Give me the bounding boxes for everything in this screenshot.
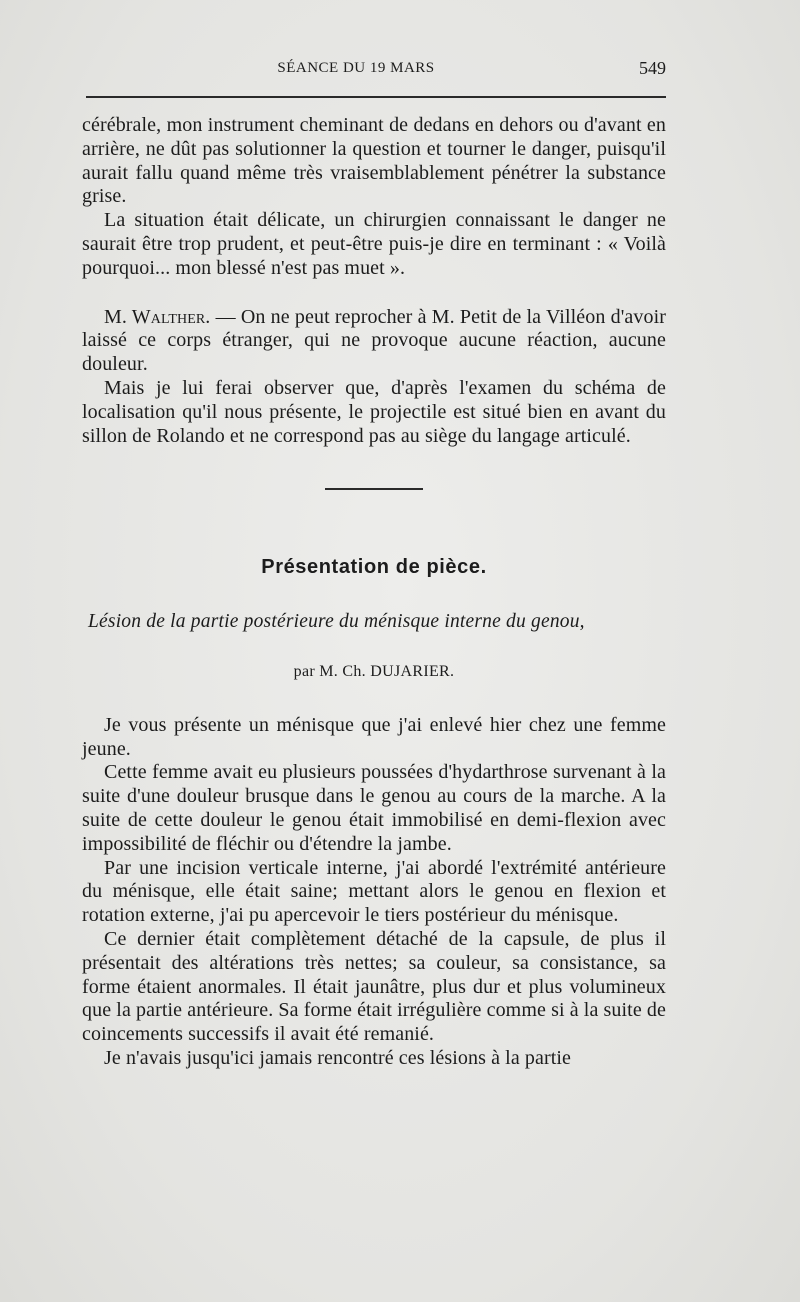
body-text <box>82 114 666 1071</box>
running-head <box>86 60 666 84</box>
page-number: 549 <box>639 58 666 78</box>
paragraph: Je n'avais jusqu'ici jamais rencontré ces lésions à la partie <box>104 1046 572 1069</box>
paragraph-continued: cérébrale, mon instrument cheminant de dedans en dehors ou d'avant en arrière, ne dût pas solutionner la question et tourner le danger, puisqu'il aurait fallu quand même très vraisemblablement pénétrer la substance grise. <box>82 114 666 208</box>
speaker-paragraph <box>82 306 666 377</box>
article-title: Lésion de la partie postérieure du ménisque interne du genou, <box>88 611 585 633</box>
header-rule <box>86 96 666 98</box>
paragraph: Par une incision verticale interne, j'ai abordé l'extrémité antérieure du ménisque, elle était saine; mettant alors le genou en flexion et rotation externe, j'ai pu apercevoir le tiers postérieur du ménisque. <box>82 856 666 927</box>
paragraph: Mais je lui ferai observer que, d'après l'examen du schéma de localisation qu'il nous présente, le projectile est situé bien en avant du sillon de Rolando et ne correspond pas au siège du langage articulé. <box>82 376 666 447</box>
paragraph: Je vous présente un ménisque que j'ai enlevé hier chez une femme jeune. <box>82 713 666 760</box>
paragraph: Ce dernier était complètement détaché de la capsule, de plus il présentait des altérations très nettes; sa couleur, sa consistance, sa forme étaient anormales. Il était jaunâtre, plus dur et plus volumineux que la partie antérieure. Sa forme était irrégulière comme si à la suite de coincements successifs il avait été remanié. <box>82 927 666 1046</box>
section-divider <box>325 488 423 490</box>
byline: par M. Ch. DUJARIER. <box>293 662 455 680</box>
paragraph: Cette femme avait eu plusieurs poussées d'hydarthrose survenant à la suite d'une douleur brusque dans le genou au cours de la marche. A la suite de cette douleur le genou était immobilisé en demi-flexion avec impossibilité de fléchir ou d'étendre la jambe. <box>82 761 666 855</box>
speaker-remark: — On ne peut reprocher à M. Petit de la Villéon d'avoir laissé ce corps étranger, qui ne provoque aucune réaction, aucune douleur. <box>82 305 667 376</box>
paragraph: La situation était délicate, un chirurgien connaissant le danger ne saurait être trop prudent, et peut-être puis-je dire en terminant : « Voilà pourquoi... mon blessé n'est pas muet ». <box>82 209 666 279</box>
speaker-name: M. Walther. <box>104 305 211 328</box>
article-body <box>82 714 666 1071</box>
section-heading: Présentation de pièce. <box>261 556 487 579</box>
running-title: SÉANCE DU 19 MARS <box>277 60 435 76</box>
